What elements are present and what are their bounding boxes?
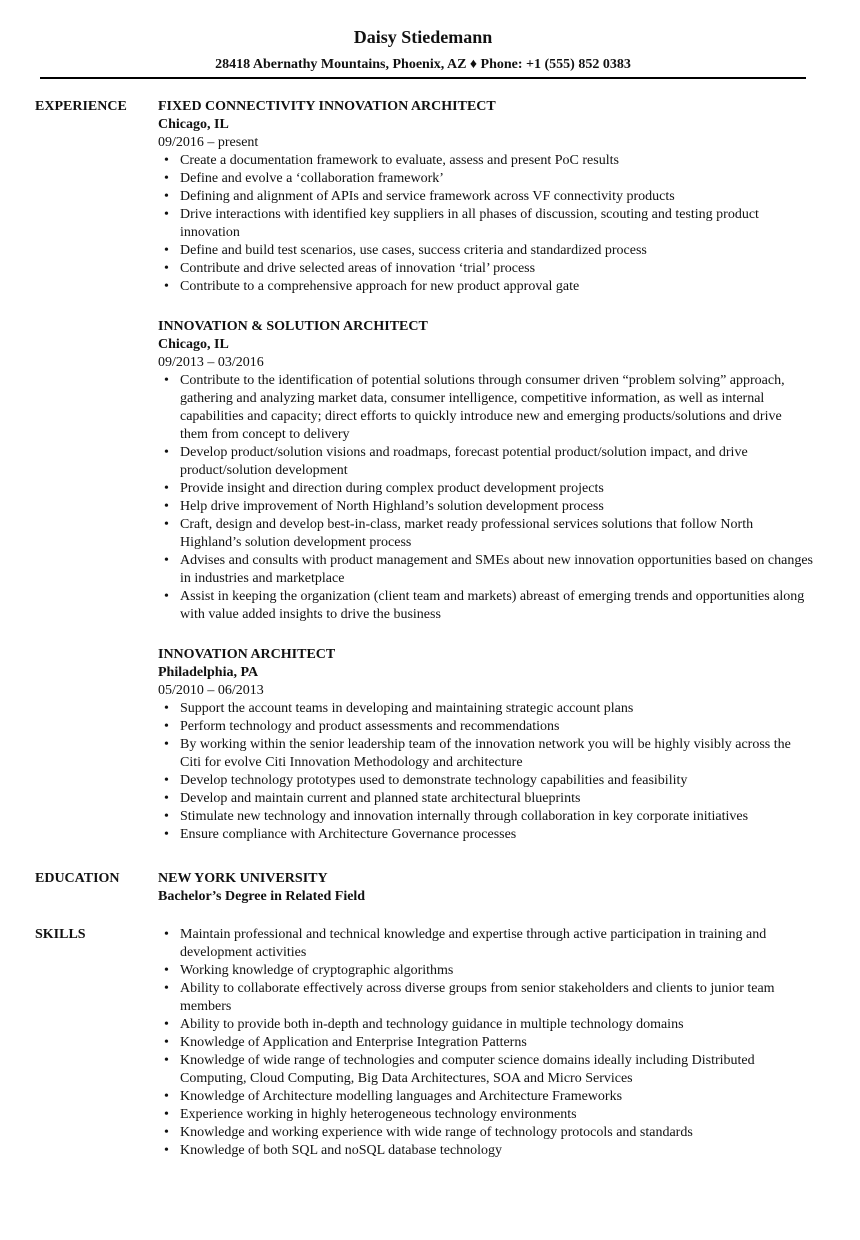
candidate-name: Daisy Stiedemann <box>353 27 493 47</box>
bullet-item: • Drive interactions with identified key suppliers in all phases of discussion, scouting and testing product innovation <box>158 206 813 242</box>
job-entry <box>158 646 813 844</box>
resume-header <box>40 24 806 74</box>
skill-bullets <box>158 926 813 1160</box>
bullet-item: • Develop and maintain current and planned state architectural blueprints <box>158 790 813 808</box>
bullet-item: • Contribute to a comprehensive approach for new product approval gate <box>158 278 813 296</box>
skill-item: • Maintain professional and technical knowledge and expertise through active participation in training and development activities <box>158 926 813 962</box>
bullet-item: • Create a documentation framework to evaluate, assess and present PoC results <box>158 152 813 170</box>
skill-item: • Knowledge of wide range of technologies and computer science domains ideally including Distributed Computing, Cloud Computing, Big Data Architectures, SOA and Micro Services <box>158 1052 813 1088</box>
job-title: INNOVATION & SOLUTION ARCHITECT <box>158 319 428 334</box>
bullet-item: • Contribute and drive selected areas of innovation ‘trial’ process <box>158 260 813 278</box>
header-divider <box>40 77 806 79</box>
skill-item: • Ability to collaborate effectively across diverse groups from senior stakeholders and clients to junior team members <box>158 980 813 1016</box>
job-location: Chicago, IL <box>158 117 229 132</box>
education-entry <box>158 870 813 906</box>
bullet-item: • Contribute to the identification of potential solutions through consumer driven “problem solving” approach, gathering and analyzing market data, consumer intelligence, competitive information, as well as internal capabilities and capacity; direct efforts to quickly introduce new and emerging products/solutions and drive them from concept to delivery <box>158 372 813 444</box>
bullet-item: • Define and evolve a ‘collaboration framework’ <box>158 170 813 188</box>
bullet-item: • Perform technology and product assessments and recommendations <box>158 718 813 736</box>
job-entry <box>158 318 813 624</box>
skill-item: • Knowledge of Application and Enterprise Integration Patterns <box>158 1034 813 1052</box>
bullet-item: • Defining and alignment of APIs and service framework across VF connectivity products <box>158 188 813 206</box>
experience-section-label: EXPERIENCE <box>35 99 127 114</box>
education-section-label: EDUCATION <box>35 871 120 886</box>
bullet-item: • By working within the senior leadership team of the innovation network you will be highly visibly across the Citi for evolve Citi Innovation Methodology and architecture <box>158 736 813 772</box>
skill-item: • Experience working in highly heterogeneous technology environments <box>158 1106 813 1124</box>
bullet-item: • Develop product/solution visions and roadmaps, forecast potential product/solution impact, and drive product/solution development <box>158 444 813 480</box>
school-name: NEW YORK UNIVERSITY <box>158 871 328 886</box>
bullet-item: • Support the account teams in developing and maintaining strategic account plans <box>158 700 813 718</box>
job-location: Chicago, IL <box>158 337 229 352</box>
skills-section-label: SKILLS <box>35 927 86 942</box>
skill-item: • Knowledge of Architecture modelling languages and Architecture Frameworks <box>158 1088 813 1106</box>
bullet-item: • Help drive improvement of North Highland’s solution development process <box>158 498 813 516</box>
bullet-item: • Define and build test scenarios, use cases, success criteria and standardized process <box>158 242 813 260</box>
contact-line: 28418 Abernathy Mountains, Phoenix, AZ ♦ Phone: +1 (555) 852 0383 <box>215 57 631 72</box>
job-location: Philadelphia, PA <box>158 665 259 680</box>
job-bullets <box>158 372 813 624</box>
skills-list <box>158 926 813 1160</box>
bullet-item: • Develop technology prototypes used to demonstrate technology capabilities and feasibility <box>158 772 813 790</box>
skill-item: • Ability to provide both in-depth and technology guidance in multiple technology domains <box>158 1016 813 1034</box>
bullet-item: • Craft, design and develop best-in-class, market ready professional services solutions that follow North Highland’s solution development process <box>158 516 813 552</box>
skill-item: • Knowledge and working experience with wide range of technology protocols and standards <box>158 1124 813 1142</box>
skill-item: • Working knowledge of cryptographic algorithms <box>158 962 813 980</box>
job-dates: 09/2013 – 03/2016 <box>158 355 264 370</box>
bullet-item: • Provide insight and direction during complex product development projects <box>158 480 813 498</box>
bullet-item: • Stimulate new technology and innovation internally through collaboration in key corporate initiatives <box>158 808 813 826</box>
job-title: INNOVATION ARCHITECT <box>158 647 336 662</box>
job-bullets <box>158 152 813 296</box>
skill-item: • Knowledge of both SQL and noSQL database technology <box>158 1142 813 1160</box>
bullet-item: • Ensure compliance with Architecture Governance processes <box>158 826 813 844</box>
job-title: FIXED CONNECTIVITY INNOVATION ARCHITECT <box>158 99 496 114</box>
degree: Bachelor’s Degree in Related Field <box>158 889 366 904</box>
job-entry <box>158 98 813 296</box>
job-dates: 09/2016 – present <box>158 135 259 150</box>
job-dates: 05/2010 – 06/2013 <box>158 683 264 698</box>
bullet-item: • Assist in keeping the organization (client team and markets) abreast of emerging trends and opportunities along with value added insights to drive the business <box>158 588 813 624</box>
job-bullets <box>158 700 813 844</box>
bullet-item: • Advises and consults with product management and SMEs about new innovation opportunities based on changes in industries and marketplace <box>158 552 813 588</box>
